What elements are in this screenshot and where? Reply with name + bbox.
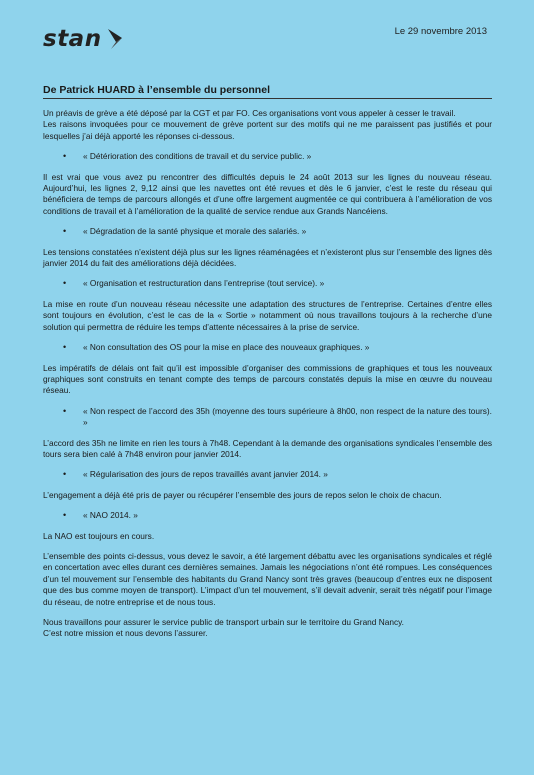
paragraph: L’accord des 35h ne limite en rien les tours à 7h48. Cependant à la demande des organisations syndicales l’ensemble des tours sera bien calé à 7h48 environ pour janvier 2014. — [43, 437, 492, 459]
paragraph: L’ensemble des points ci-dessus, vous devez le savoir, a été largement débattu avec les organisations syndicales et réglé en concertation avec elles durant ces dernières semaines. Jamais les négociations n’ont été rompues. Les conséquences d’un tel mouvement sur l’ensemble des habitants du Grand Nancy sont très graves (beaucoup d’entres eux ne disposent que des bus comme moyen de transport). L’impact d’un tel mouvement, s’il devait advenir, serait très négatif pour l’image du réseau, de notre entreprise et de nous tous. — [43, 550, 492, 607]
bullet-text: « Non consultation des OS pour la mise en place des nouveaux graphiques. » — [83, 342, 370, 353]
letter-heading: De Patrick HUARD à l’ensemble du personnel — [43, 84, 492, 99]
bullet-item — [43, 469, 492, 480]
paragraph: La mise en route d’un nouveau réseau nécessite une adaptation des structures de l’entreprise. Certaines d’entre elles sont toujours en évolution, c’est le cas de la « Sortie » notamment où nous travaillons toujours à la recherche d’une solution qui permettra de réduire les temps d’attente nécessaires à la prise de service. — [43, 298, 492, 332]
paragraph: Nous travaillons pour assurer le service public de transport urbain sur le territoire du Grand Nancy. C’est notre mission et nous devons l’assurer. — [43, 617, 404, 639]
bullet-dot-icon: • — [63, 342, 67, 353]
bullet-item — [43, 406, 492, 429]
paragraph: Il est vrai que vous avez pu rencontrer des difficultés depuis le 24 août 2013 sur les lignes du nouveau réseau. Aujourd’hui, les lignes 2, 9,12 ainsi que les navettes ont été revues et dès le 6 janvier, c’est le reste du réseau qui bénéficiera de temps de parcours allongés et d’une offre largement augmentée ce qui contribuera à l’amélioration de vos conditions de travail et à l’amélioration de la qualité de service rendue aux Grands Nancéiens. — [43, 171, 492, 216]
bullet-item — [43, 342, 492, 353]
bullet-item — [43, 510, 492, 521]
bullet-text: « Dégradation de la santé physique et morale des salariés. » — [83, 226, 307, 237]
bullet-dot-icon: • — [63, 405, 67, 416]
logo-text: stan — [43, 26, 102, 52]
bullet-text: « Détérioration des conditions de travail et du service public. » — [83, 151, 312, 162]
paragraph: Les impératifs de délais ont fait qu’il est impossible d’organiser des commissions de graphiques et tous les nouveaux graphiques sont construits en tenant compte des temps de parcours constatés depuis la mise en œuvre du nouveau réseau. — [43, 362, 492, 396]
bullet-text: « Organisation et restructuration dans l’entreprise (tout service). » — [83, 278, 325, 289]
bullet-dot-icon: • — [63, 151, 67, 162]
bullet-item — [43, 151, 492, 162]
letter-body — [43, 108, 492, 649]
paragraph: L’engagement a déjà été pris de payer ou récupérer l’ensemble des jours de repos selon le choix de chacun. — [43, 489, 442, 500]
bullet-dot-icon: • — [63, 226, 67, 237]
letter-date: Le 29 novembre 2013 — [394, 26, 487, 37]
bullet-text: « Régularisation des jours de repos travaillés avant janvier 2014. » — [83, 469, 328, 480]
stan-logo — [43, 26, 127, 52]
bullet-item — [43, 226, 492, 237]
bullet-dot-icon: • — [63, 510, 67, 521]
paragraph: Un préavis de grève a été déposé par la CGT et par FO. Ces organisations vont vous appeler à cesser le travail. Les raisons invoquées pour ce mouvement de grève portent sur des motifs qui ne me paraissent pas justifiés et pour lesquelles j’ai déjà apporté les réponses ci-dessous. — [43, 108, 492, 141]
bullet-text: « Non respect de l’accord des 35h (moyenne des tours supérieure à 8h00, non respect de la nature des tours). » — [83, 405, 492, 428]
logo-chevron-icon — [105, 26, 127, 52]
bullet-dot-icon: • — [63, 469, 67, 480]
paragraph: Les tensions constatées n’existent déjà plus sur les lignes réaménagées et n’existeront plus sur l’ensemble des lignes dès janvier 2014 du fait des améliorations déjà décidées. — [43, 246, 492, 269]
bullet-item — [43, 278, 492, 289]
bullet-text: « NAO 2014. » — [83, 510, 138, 521]
bullet-dot-icon: • — [63, 278, 67, 289]
paragraph: La NAO est toujours en cours. — [43, 530, 155, 541]
